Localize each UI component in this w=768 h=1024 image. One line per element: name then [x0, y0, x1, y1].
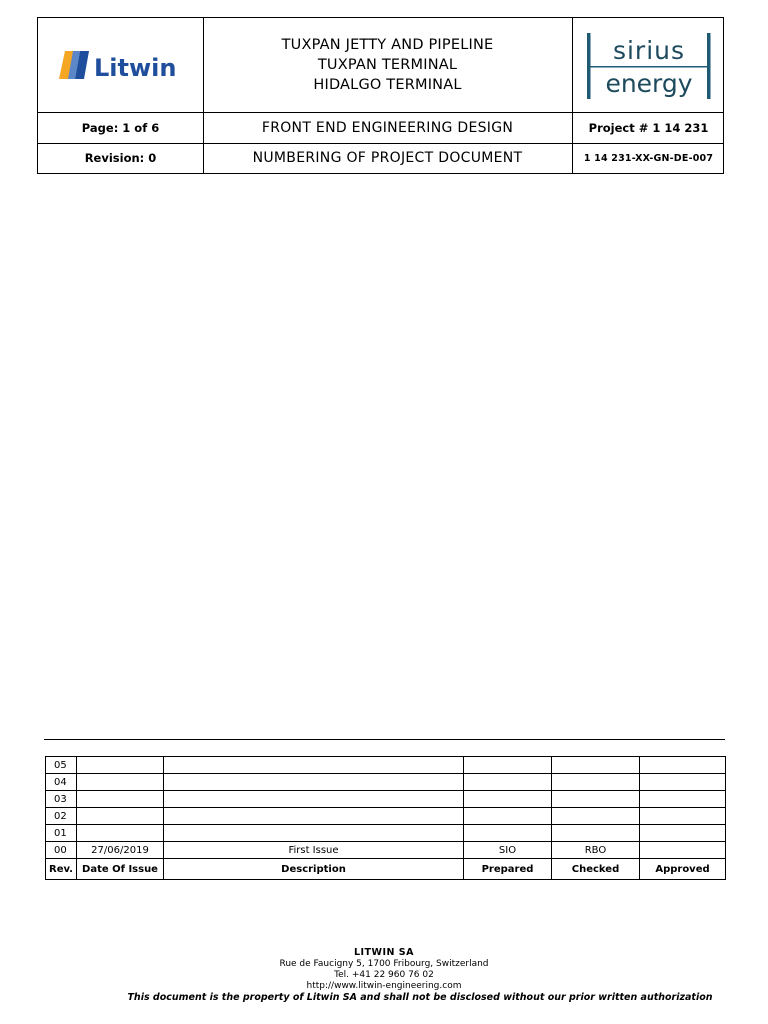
page-number: Page: 1 of 6	[81, 120, 160, 135]
checked-cell	[552, 757, 640, 774]
date-cell	[77, 774, 164, 791]
litwin-logo-graphic	[56, 45, 186, 85]
description-cell	[164, 825, 464, 842]
description-cell	[164, 774, 464, 791]
rev-cell: 04	[46, 774, 77, 791]
header-approved: Approved	[640, 859, 726, 880]
prepared-cell	[464, 791, 552, 808]
sirius-logo-graphic	[583, 29, 715, 101]
energy-logo-word: energy	[604, 69, 693, 98]
checked-cell: RBO	[552, 842, 640, 859]
title-line-3: HIDALGO TERMINAL	[313, 77, 462, 93]
document-title: NUMBERING OF PROJECT DOCUMENT	[252, 150, 523, 166]
table-row	[46, 791, 726, 808]
description-cell	[164, 757, 464, 774]
header-date: Date Of Issue	[77, 859, 164, 880]
prepared-cell	[464, 757, 552, 774]
approved-cell	[640, 774, 726, 791]
footer-website-link[interactable]: http://www.litwin-engineering.com	[306, 981, 462, 991]
footer-telephone: Tel. +41 22 960 76 02	[334, 970, 434, 980]
footer-confidentiality-note: This document is the property of Litwin SA and shall not be disclosed without our prior written authorization	[127, 992, 713, 1003]
rev-cell: 00	[46, 842, 77, 859]
approved-cell	[640, 757, 726, 774]
design-title: FRONT END ENGINEERING DESIGN	[261, 119, 514, 136]
table-row	[46, 825, 726, 842]
title-line-1: TUXPAN JETTY AND PIPELINE	[281, 37, 494, 53]
revision-table-rule	[44, 739, 725, 740]
litwin-logo-text: Litwin	[93, 54, 176, 82]
table-row	[46, 808, 726, 825]
sirius-energy-logo	[572, 18, 725, 112]
prepared-cell	[464, 825, 552, 842]
description-cell: First Issue	[164, 842, 464, 859]
document-code: 1 14 231-XX-GN-DE-007	[583, 152, 714, 164]
title-line-2: TUXPAN TERMINAL	[317, 57, 458, 73]
date-cell	[77, 825, 164, 842]
litwin-logo	[38, 18, 203, 112]
revision-table	[45, 756, 726, 880]
date-cell	[77, 791, 164, 808]
date-cell	[77, 808, 164, 825]
description-cell	[164, 808, 464, 825]
checked-cell	[552, 808, 640, 825]
table-row	[46, 757, 726, 774]
revision-number: Revision: 0	[84, 151, 157, 165]
table-row	[46, 774, 726, 791]
description-cell	[164, 791, 464, 808]
checked-cell	[552, 774, 640, 791]
rev-cell: 01	[46, 825, 77, 842]
document-header	[37, 17, 724, 174]
rev-cell: 02	[46, 808, 77, 825]
rev-cell: 05	[46, 757, 77, 774]
date-cell: 27/06/2019	[77, 842, 164, 859]
approved-cell	[640, 842, 726, 859]
prepared-cell	[464, 774, 552, 791]
project-number: Project # 1 14 231	[588, 120, 709, 135]
approved-cell	[640, 825, 726, 842]
header-rev: Rev.	[46, 859, 77, 880]
approved-cell	[640, 808, 726, 825]
date-cell	[77, 757, 164, 774]
approved-cell	[640, 791, 726, 808]
header-checked: Checked	[552, 859, 640, 880]
sirius-logo-word: sirius	[612, 36, 685, 65]
prepared-cell: SIO	[464, 842, 552, 859]
project-titles	[203, 18, 572, 112]
table-header-row	[46, 859, 726, 880]
table-row	[46, 842, 726, 859]
header-description: Description	[164, 859, 464, 880]
checked-cell	[552, 791, 640, 808]
header-prepared: Prepared	[464, 859, 552, 880]
checked-cell	[552, 825, 640, 842]
prepared-cell	[464, 808, 552, 825]
rev-cell: 03	[46, 791, 77, 808]
footer-company: LITWIN SA	[353, 947, 415, 958]
footer-address: Rue de Faucigny 5, 1700 Fribourg, Switzerland	[279, 959, 489, 969]
